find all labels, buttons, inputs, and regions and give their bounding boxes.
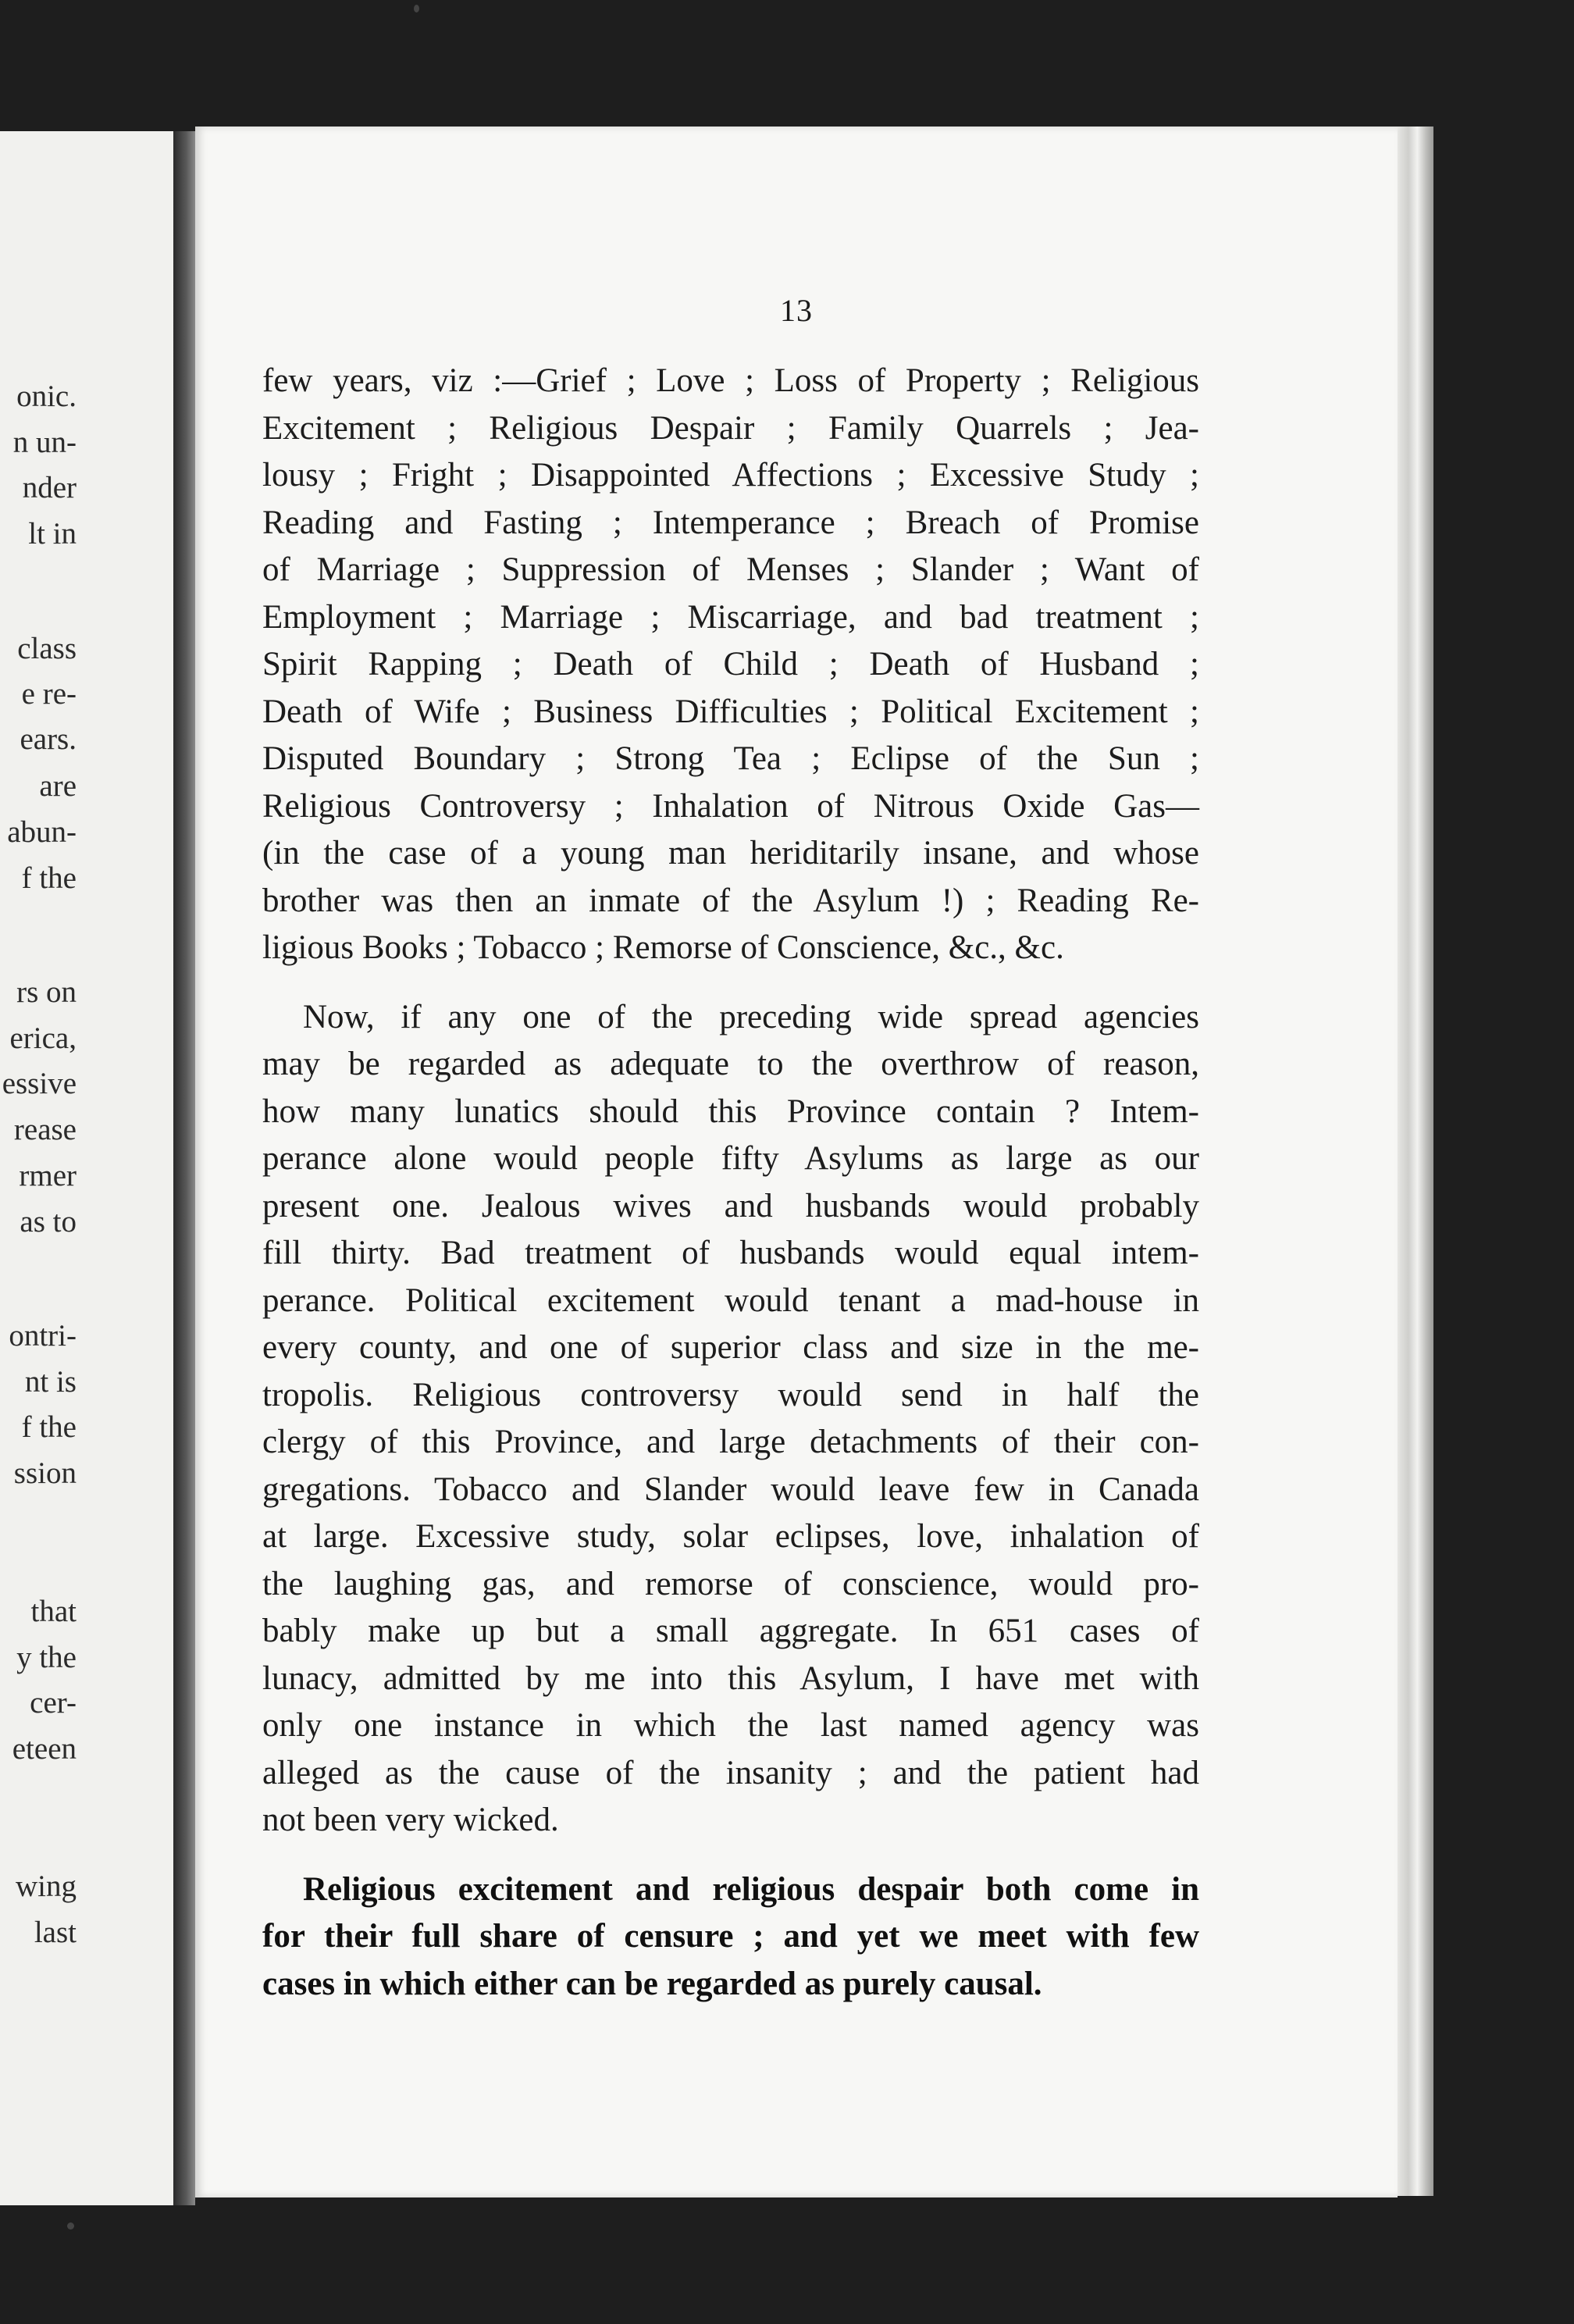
left-fragment: ontri- xyxy=(9,1319,77,1353)
text-line: Excitement ; Religious Despair ; Family Quarrels ; Jea- xyxy=(262,409,1199,447)
left-fragment: lt in xyxy=(28,517,77,551)
page-body xyxy=(262,358,1199,2008)
text-line: fill thirty. Bad treatment of husbands would equal intem- xyxy=(262,1235,1199,1271)
text-line: at large. Excessive study, solar eclipses, love, inhalation of xyxy=(262,1518,1199,1555)
scan-speck xyxy=(67,2222,74,2230)
left-fragment: e re- xyxy=(21,677,77,711)
book-gutter-shadow xyxy=(173,131,195,2205)
text-line: Religious Controversy ; Inhalation of Nitrous Oxide Gas— xyxy=(262,787,1199,825)
right-page xyxy=(195,127,1398,2197)
text-line: ligious Books ; Tobacco ; Remorse of Conscience, &c., &c. xyxy=(262,929,1064,966)
text-line: lunacy, admitted by me into this Asylum, I have met with xyxy=(262,1659,1199,1697)
left-fragment: essive xyxy=(2,1067,77,1100)
text-line: how many lunatics should this Province contain ? Intem- xyxy=(262,1092,1199,1130)
paragraph xyxy=(262,1866,1199,2009)
left-fragment: that xyxy=(30,1595,77,1628)
left-fragment: erica, xyxy=(9,1021,77,1055)
left-fragment: n un- xyxy=(12,426,77,459)
left-fragment: rmer xyxy=(19,1159,77,1192)
left-fragment: eteen xyxy=(12,1732,77,1766)
left-fragment: ssion xyxy=(13,1456,77,1490)
text-line: every county, and one of superior class and size in the me- xyxy=(262,1329,1199,1366)
left-fragment: abun- xyxy=(7,815,77,849)
text-line: only one instance in which the last named agency was xyxy=(262,1707,1199,1744)
text-line: perance. Political excitement would tenant a mad-house in xyxy=(262,1281,1199,1319)
text-line: present one. Jealous wives and husbands would probably xyxy=(262,1187,1199,1224)
scan-speck xyxy=(414,5,419,12)
left-fragment: onic. xyxy=(16,380,77,413)
text-line: bably make up but a small aggregate. In 651 cases of xyxy=(262,1613,1199,1649)
left-fragment: class xyxy=(17,632,77,665)
left-fragment: are xyxy=(39,769,77,803)
text-line: lousy ; Fright ; Disappointed Affections ; Excessive Study ; xyxy=(262,457,1199,494)
paragraph xyxy=(262,358,1199,972)
text-line: may be regarded as adequate to the overthrow of reason, xyxy=(262,1046,1199,1082)
text-line: few years, viz :—Grief ; Love ; Loss of Property ; Religious xyxy=(262,362,1199,399)
page-number: 13 xyxy=(780,293,813,328)
text-line: of Marriage ; Suppression of Menses ; Slander ; Want of xyxy=(262,551,1199,588)
text-line: brother was then an inmate of the Asylum !) ; Reading Re- xyxy=(262,882,1199,919)
text-line: perance alone would people fifty Asylums as large as our xyxy=(262,1140,1199,1177)
text-line: not been very wicked. xyxy=(262,1802,559,1838)
text-line: tropolis. Religious controversy would send in half the xyxy=(262,1376,1199,1413)
left-fragment: ears. xyxy=(20,722,77,756)
left-fragment: nder xyxy=(22,471,77,504)
left-fragment: as to xyxy=(20,1205,77,1239)
text-line: Now, if any one of the preceding wide spread agencies xyxy=(303,998,1199,1035)
text-line: the laughing gas, and remorse of conscience, would pro- xyxy=(262,1565,1199,1602)
left-fragment: nt is xyxy=(24,1365,77,1399)
text-line: Spirit Rapping ; Death of Child ; Death of Husband ; xyxy=(262,646,1199,683)
text-line: Employment ; Marriage ; Miscarriage, and bad treatment ; xyxy=(262,598,1199,636)
paragraph-gap xyxy=(262,1845,1199,1866)
text-line: for their full share of censure ; and yet we meet with few xyxy=(262,1918,1199,1955)
left-fragment: y the xyxy=(16,1641,77,1674)
paragraph-gap xyxy=(262,972,1199,994)
paragraph xyxy=(262,994,1199,1845)
left-fragment: f the xyxy=(21,861,77,895)
left-fragment: rease xyxy=(13,1113,77,1146)
page-edge-stack xyxy=(1398,127,1433,2196)
text-line: clergy of this Province, and large detachments of their con- xyxy=(262,1424,1199,1460)
left-fragment: cer- xyxy=(30,1686,77,1720)
left-fragment: wing xyxy=(16,1870,77,1903)
text-line: Reading and Fasting ; Intemperance ; Breach of Promise xyxy=(262,504,1199,541)
text-line: alleged as the cause of the insanity ; and the patient had xyxy=(262,1754,1199,1791)
text-line: Death of Wife ; Business Difficulties ; Political Excitement ; xyxy=(262,693,1199,730)
left-fragment: rs on xyxy=(16,975,77,1009)
text-line: Religious excitement and religious despair both come in xyxy=(303,1870,1199,1908)
left-fragment: last xyxy=(34,1916,77,1949)
left-fragment: f the xyxy=(21,1410,77,1444)
text-line: Disputed Boundary ; Strong Tea ; Eclipse of the Sun ; xyxy=(262,740,1199,777)
text-line: gregations. Tobacco and Slander would leave few in Canada xyxy=(262,1470,1199,1508)
text-line: cases in which either can be regarded as purely causal. xyxy=(262,1965,1042,2002)
text-line: (in the case of a young man heriditarily insane, and whose xyxy=(262,835,1199,872)
left-facing-page xyxy=(0,131,173,2205)
